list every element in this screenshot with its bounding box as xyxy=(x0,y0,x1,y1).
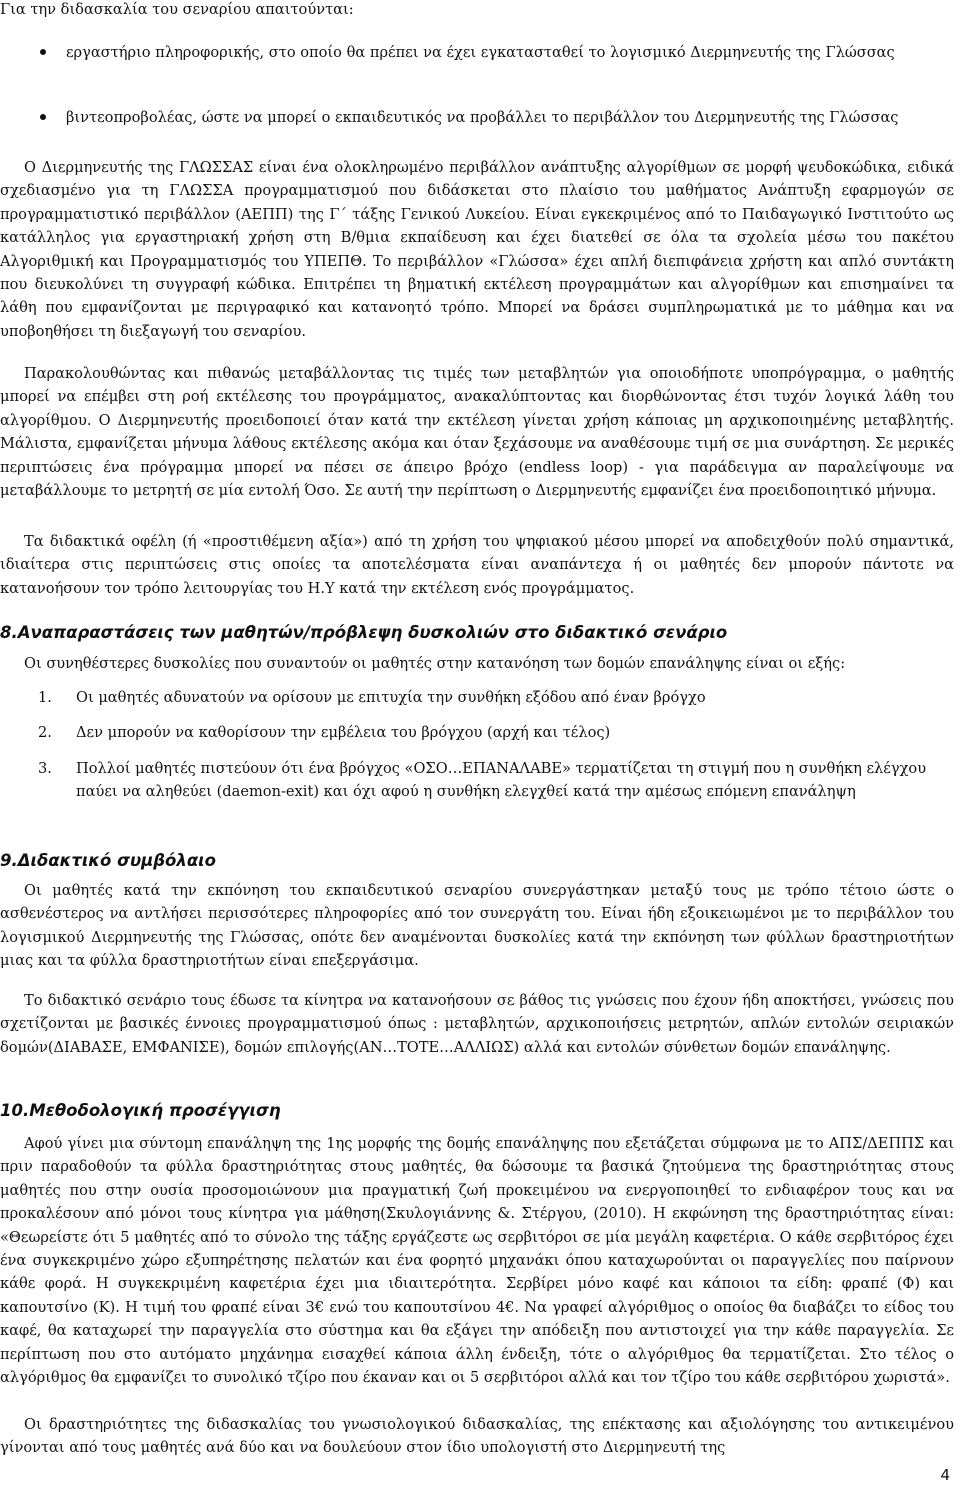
list-item: Δεν μπορούν να καθορίσουν την εμβέλεια του βρόγχου (αρχή και τέλος) xyxy=(76,724,611,741)
section-10-paragraph-2: Οι δραστηριότητες της διδασκαλίας του γνωσιολογικού διδασκαλίας, της επέκτασης και αξιολόγησης του αντικειμένου γίνονται από τους μαθητές ανά δύο και να δουλεύουν στον ίδιο υπολογιστή στο Διερμηνευτή της xyxy=(0,1416,954,1457)
bullet-dot xyxy=(40,114,46,120)
section-9-heading: 9.Διδακτικό συμβόλαιο xyxy=(0,851,216,870)
intro-line: Για την διδασκαλία του σεναρίου απαιτούνται: xyxy=(0,1,354,18)
list-number: 3. xyxy=(38,760,52,777)
section-8-intro: Οι συνηθέστερες δυσκολίες που συναντούν οι μαθητές στην κατανόηση των δομών επανάληψης είναι οι εξής: xyxy=(24,655,846,672)
section-9-paragraph-1: Οι μαθητές κατά την εκπόνηση του εκπαιδευτικού σεναρίου συνεργάστηκαν μεταξύ τους με τρόπο τέτοιο ώστε ο ασθενέστερος να αντλήσει περισσότερες πληροφορίες από τον συνεργάτη του. Είναι ήδη εξοικειωμένοι με το περιβάλλον του λογισμικού Διερμηνευτής της Γλώσσας, οπότε δεν αναμένονται δυσκολίες κατά την εκπόνηση των φύλλων δραστηριοτήτων μιας και τα φύλλα δραστηριοτήτων είναι επεξεργάσιμα. xyxy=(0,882,954,970)
list-item: Οι μαθητές αδυνατούν να ορίσουν με επιτυχία την συνθήκη εξόδου από έναν βρόγχο xyxy=(76,689,706,706)
section-9-paragraph-2: Το διδακτικό σενάριο τους έδωσε τα κίνητρα να κατανοήσουν σε βάθος τις γνώσεις που έχουν ήδη αποκτήσει, γνώσεις που σχετίζονται με βασικές έννοιες προγραμματισμού όπως : μεταβλητών, αρχικοποιήσεις μετρητών, απλών εντολών σειριακών δομών(ΔΙΑΒΑΣΕ, ΕΜΦΑΝΙΣΕ), δομών επιλογής(ΑΝ…ΤΟΤΕ…ΑΛΛΙΩΣ) αλλά και εντολών σύνθετων δομών επανάληψης. xyxy=(0,992,954,1056)
bullet-dot xyxy=(40,49,46,55)
bullet-item-lab: εργαστήριο πληροφορικής, στο οποίο θα πρέπει να έχει εγκατασταθεί το λογισμικό Διερμηνευτής της Γλώσσας xyxy=(66,44,895,61)
bullet-item-projector: βιντεοπροβολέας, ώστε να μπορεί ο εκπαιδευτικός να προβάλλει το περιβάλλον του Διερμηνευτής της Γλώσσας xyxy=(66,109,899,126)
page-number: 4 xyxy=(940,1466,950,1484)
list-number: 1. xyxy=(38,689,52,706)
list-item: Πολλοί μαθητές πιστεύουν ότι ένα βρόγχος «ΟΣΟ…ΕΠΑΝΑΛΑΒΕ» τερματίζεται τη στιγμή που η συνθήκη ελέγχου παύει να αληθεύει (daemon-exit) και όχι αφού η συνθήκη ελεγχθεί κατά την αμέσως επόμενη επανάληψη xyxy=(76,760,927,801)
section-10-paragraph-1: Αφού γίνει μια σύντομη επανάληψη της 1ης μορφής της δομής επανάληψης που εξετάζεται σύμφωνα με το ΑΠΣ/ΔΕΠΠΣ και πριν παραδοθούν τα φύλλα δραστηριότητας στους μαθητές, θα δώσουμε τα βασικά ζητούμενα της δραστηριότητας στους μαθητές που στην ουσία προσομοιώνουν μια πραγματική ζωή προκειμένου να ενεργοποιηθεί το ενδιαφέρον τους και να προκαλέσουν από μόνοι τους κίνητρα για μάθηση(Σκυλογιάννης &. Στέργου, (2010). Η εκφώνηση της δραστηριότητας είναι: «Θεωρείστε ότι 5 μαθητές από το σύνολο της τάξης εργάζεστε ως σερβιτόροι σε μία μεγάλη καφετέρια. Ο κάθε σερβιτόρος έχει ένα συγκεκριμένο χώρο εξυπηρέτησης πελατών και ένα φορητό μηχανάκι όπου καταχωρούνται οι παραγγελίες που παίρνουν κάθε φορά. Η συγκεκριμένη καφετέρια έχει μια ιδιαιτερότητα. Σερβίρει μόνο καφέ και κάποιοι τα είδη: φραπέ (Φ) και καπουτσίνο (Κ). Η τιμή του φραπέ είναι 3€ ενώ του καπουτσίνου 4€. Να γραφεί αλγόριθμος ο οποίος θα διαβάζει το είδος του καφέ, θα καταχωρεί την παραγγελία στο σύστημα και θα εξάγει την απόδειξη που αντιστοιχεί για την κάθε παραγγελία. Σε περίπτωση που στο αυτόματο μηχάνημα εισαχθεί κάποια άλλη ένδειξη, τότε ο αλγόριθμος θα τερματίζεται. Στο τέλος ο αλγόριθμος θα εμφανίζει το συνολικό τζίρο που έκαναν και οι 5 σερβιτόροι αλλά και τον τζίρο του κάθε σερβιτόρου χωριστά». xyxy=(0,1135,954,1387)
section-10-heading: 10.Μεθοδολογική προσέγγιση xyxy=(0,1101,281,1120)
paragraph-interpreter: Ο Διερμηνευτής της ΓΛΩΣΣΑΣ είναι ένα ολοκληρωμένο περιβάλλον ανάπτυξης αλγορίθμων σε μορφή ψευδοκώδικα, ειδικά σχεδιασμένο για τη ΓΛΩΣΣΑ προγραμματισμού που διδάσκεται στο πλαίσιο του μαθήματος Ανάπτυξη εφαρμογών σε προγραμματιστικό περιβάλλον (ΑΕΠΠ) της Γ΄ τάξης Γενικού Λυκείου. Είναι εγκεκριμένος από το Παιδαγωγικό Ινστιτούτο ως κατάλληλος για εργαστηριακή χρήση στη Β/θμια εκπαίδευση και έχει διατεθεί σε όλα τα σχολεία μέσω του πακέτου Αλγοριθμική και Προγραμματισμός του ΥΠΕΠΘ. Το περιβάλλον «Γλώσσα» έχει απλή διεπιφάνεια χρήστη και απλό συντάκτη που διευκολύνει τη συγγραφή κώδικα. Επιτρέπει τη βηματική εκτέλεση προγραμμάτων και αλγορίθμων και επισημαίνει τα λάθη που εμφανίζονται με περιγραφικό και κατανοητό τρόπο. Μπορεί να δράσει συμπληρωματικά με το μάθημα και να υποβοηθήσει τη διεξαγωγή του σεναρίου. xyxy=(0,159,954,340)
paragraph-benefits: Τα διδακτικά οφέλη (ή «προστιθέμενη αξία») από τη χρήση του ψηφιακού μέσου μπορεί να αποδειχθούν πολύ σημαντικά, ιδιαίτερα στις περιπτώσεις στις οποίες τα αποτελέσματα είναι αναπάντεχα ή οι μαθητές δεν μπορούν πάντοτε να κατανοήσουν τον τρόπο λειτουργίας του Η.Υ κατά την εκτέλεση ενός προγράμματος. xyxy=(0,533,954,597)
section-8-heading: 8.Αναπαραστάσεις των μαθητών/πρόβλεψη δυσκολιών στο διδακτικό σενάριο xyxy=(0,623,728,642)
list-number: 2. xyxy=(38,724,52,741)
paragraph-tracking: Παρακολουθώντας και πιθανώς μεταβάλλοντας τις τιμές των μεταβλητών για οποιοδήποτε υποπρόγραμμα, ο μαθητής μπορεί να επέμβει στη ροή εκτέλεσης του προγράμματος, ανακαλύπτοντας και διορθώνοντας έτσι τυχόν λογικά λάθη του αλγορίθμου. Ο Διερμηνευτής προειδοποιεί όταν κατά την εκτέλεση γίνεται χρήση κάποιας μη αρχικοποιημένης μεταβλητής. Μάλιστα, εμφανίζεται μήνυμα λάθους εκτέλεσης ακόμα και όταν ξεχάσουμε να αναθέσουμε τιμή σε μια συνάρτηση. Σε μερικές περιπτώσεις ένα πρόγραμμα μπορεί να πέσει σε άπειρο βρόχο (endless loop) - για παράδειγμα αν παραλείψουμε να μεταβάλλουμε το μετρητή σε μία εντολή Όσο. Σε αυτή την περίπτωση ο Διερμηνευτής εμφανίζει ένα προειδοποιητικό μήνυμα. xyxy=(0,365,954,500)
